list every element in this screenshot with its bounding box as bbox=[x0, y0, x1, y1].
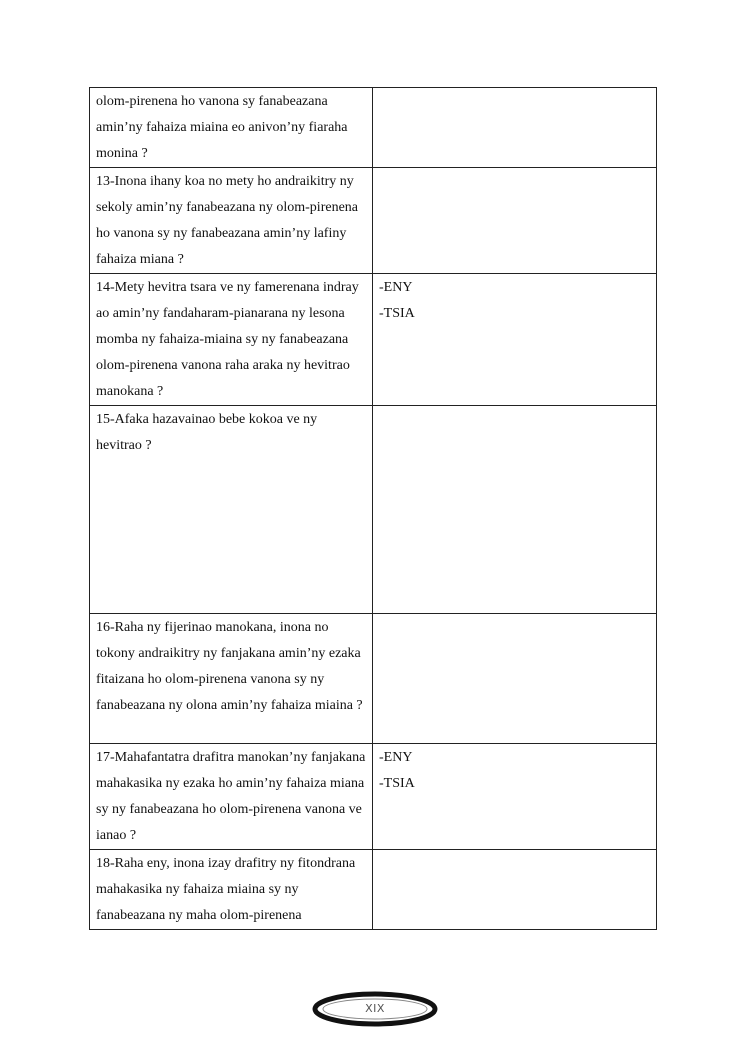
table-row bbox=[90, 274, 657, 406]
question-text: 17-Mahafantatra drafitra manokan’ny fanjakana mahakasika ny ezaka ho amin’ny fahaiza miana sy ny fanabeazana ho olom-pirenena vanona ve ianao ? bbox=[96, 750, 366, 843]
answer-option-yes: -ENY bbox=[379, 280, 413, 295]
answer-cell bbox=[373, 168, 657, 274]
question-cell bbox=[90, 168, 373, 274]
answer-cell bbox=[373, 744, 657, 850]
answer-cell bbox=[373, 88, 657, 168]
questionnaire-table bbox=[89, 87, 657, 930]
table-row bbox=[90, 850, 657, 930]
question-text: 14-Mety hevitra tsara ve ny famerenana indray ao amin’ny fandaharam-pianarana ny lesona momba ny fahaiza-miaina sy ny fanabeazana olom-pirenena vanona raha araka ny hevitrao manokana ? bbox=[96, 280, 359, 399]
table-row bbox=[90, 744, 657, 850]
answer-option-no: -TSIA bbox=[379, 306, 415, 321]
table-row bbox=[90, 168, 657, 274]
page-number: XIX bbox=[365, 1002, 385, 1015]
question-cell bbox=[90, 744, 373, 850]
question-text: 18-Raha eny, inona izay drafitry ny fitondrana mahakasika ny fahaiza miaina sy ny fanabeazana ny maha olom-pirenena bbox=[96, 856, 356, 923]
table-row bbox=[90, 614, 657, 744]
answer-option-no: -TSIA bbox=[379, 776, 415, 791]
question-cell bbox=[90, 614, 373, 744]
answer-option-yes: -ENY bbox=[379, 750, 413, 765]
question-cell bbox=[90, 406, 373, 614]
answer-cell bbox=[373, 274, 657, 406]
question-text: 15-Afaka hazavainao bebe kokoa ve ny hevitrao ? bbox=[96, 412, 318, 453]
answer-cell bbox=[373, 406, 657, 614]
table-row bbox=[90, 406, 657, 614]
answer-cell bbox=[373, 614, 657, 744]
question-text: 13-Inona ihany koa no mety ho andraikitry ny sekoly amin’ny fanabeazana ny olom-pirenena ho vanona sy ny fanabeazana amin’ny lafiny fahaiza miana ? bbox=[96, 174, 359, 267]
question-cell bbox=[90, 88, 373, 168]
answer-cell bbox=[373, 850, 657, 930]
question-text: 16-Raha ny fijerinao manokana, inona no tokony andraikitry ny fanjakana amin’ny ezaka fitaizana ho olom-pirenena vanona sy ny fanabeazana ny olona amin’ny fahaiza miaina ? bbox=[96, 620, 363, 713]
table-row bbox=[90, 88, 657, 168]
page-number-badge bbox=[312, 991, 438, 1027]
question-cell bbox=[90, 850, 373, 930]
question-cell bbox=[90, 274, 373, 406]
question-text: olom-pirenena ho vanona sy fanabeazana amin’ny fahaiza miaina eo anivon’ny fiaraha monina ? bbox=[96, 94, 348, 161]
